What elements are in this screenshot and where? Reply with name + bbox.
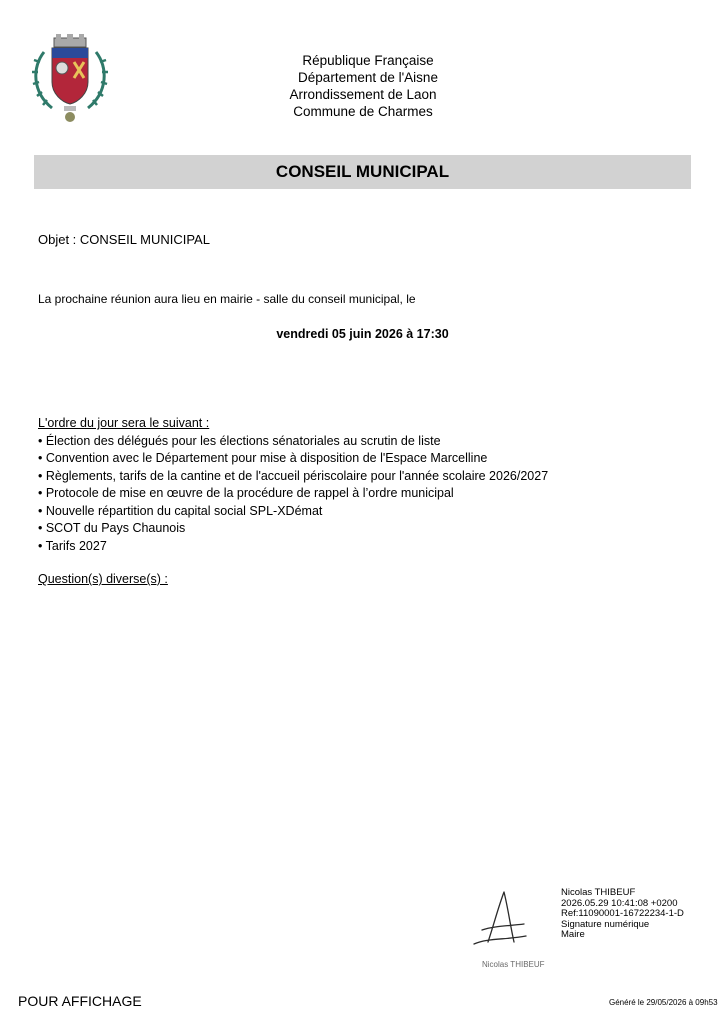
meeting-intro: La prochaine réunion aura lieu en mairie - salle du conseil municipal, le: [38, 292, 416, 306]
agenda-heading: L'ordre du jour sera le suivant :: [38, 416, 210, 430]
header-arrondissement: Arrondissement de Laon: [289, 87, 437, 102]
digital-signature-block: [561, 888, 684, 941]
agenda-item: • Tarifs 2027: [38, 538, 107, 553]
agenda-item: • Protocole de mise en œuvre de la procédure de rappel à l’ordre municipal: [38, 486, 454, 500]
agenda-item: • Élection des délégués pour les élections sénatoriales au scrutin de liste: [38, 433, 441, 448]
header-departement: Département de l'Aisne: [298, 70, 438, 85]
agenda-section: [38, 415, 548, 555]
signature-type: Signature numérique: [561, 918, 650, 930]
header-commune: Commune de Charmes: [293, 104, 433, 119]
header-republique: République Française: [302, 53, 434, 68]
agenda-item: • SCOT du Pays Chaunois: [38, 521, 186, 535]
signer-role: Maire: [561, 929, 585, 940]
agenda-item: • Convention avec le Département pour mise à disposition de l'Espace Marcelline: [38, 451, 488, 465]
agenda-item: • Règlements, tarifs de la cantine et de l'accueil périscolaire pour l'année scolaire 2026/2027: [38, 468, 549, 483]
footer-generated-date: Généré le 29/05/2026 à 09h53: [609, 998, 718, 1007]
handwritten-signature: [464, 888, 534, 950]
objet-line: Objet : CONSEIL MUNICIPAL: [38, 232, 210, 247]
signature-timestamp: 2026.05.29 10:41:08 +0200: [561, 897, 678, 909]
agenda-item: • Nouvelle répartition du capital social SPL-XDémat: [38, 503, 323, 518]
signature-reference: Ref:11090001-16722234-1-D: [561, 908, 684, 919]
meeting-date: vendredi 05 juin 2026 à 17:30: [276, 327, 449, 341]
document-title: CONSEIL MUNICIPAL: [275, 162, 450, 181]
footer-pour-affichage: POUR AFFICHAGE: [18, 993, 142, 1009]
agenda-list: [38, 433, 548, 556]
signer-name: Nicolas THIBEUF: [561, 887, 636, 898]
commune-crest-logo: [30, 32, 110, 124]
questions-diverses-heading: Question(s) diverse(s) :: [38, 572, 168, 586]
signature-name-caption: Nicolas THIBEUF: [482, 960, 545, 969]
title-band: [34, 155, 691, 189]
